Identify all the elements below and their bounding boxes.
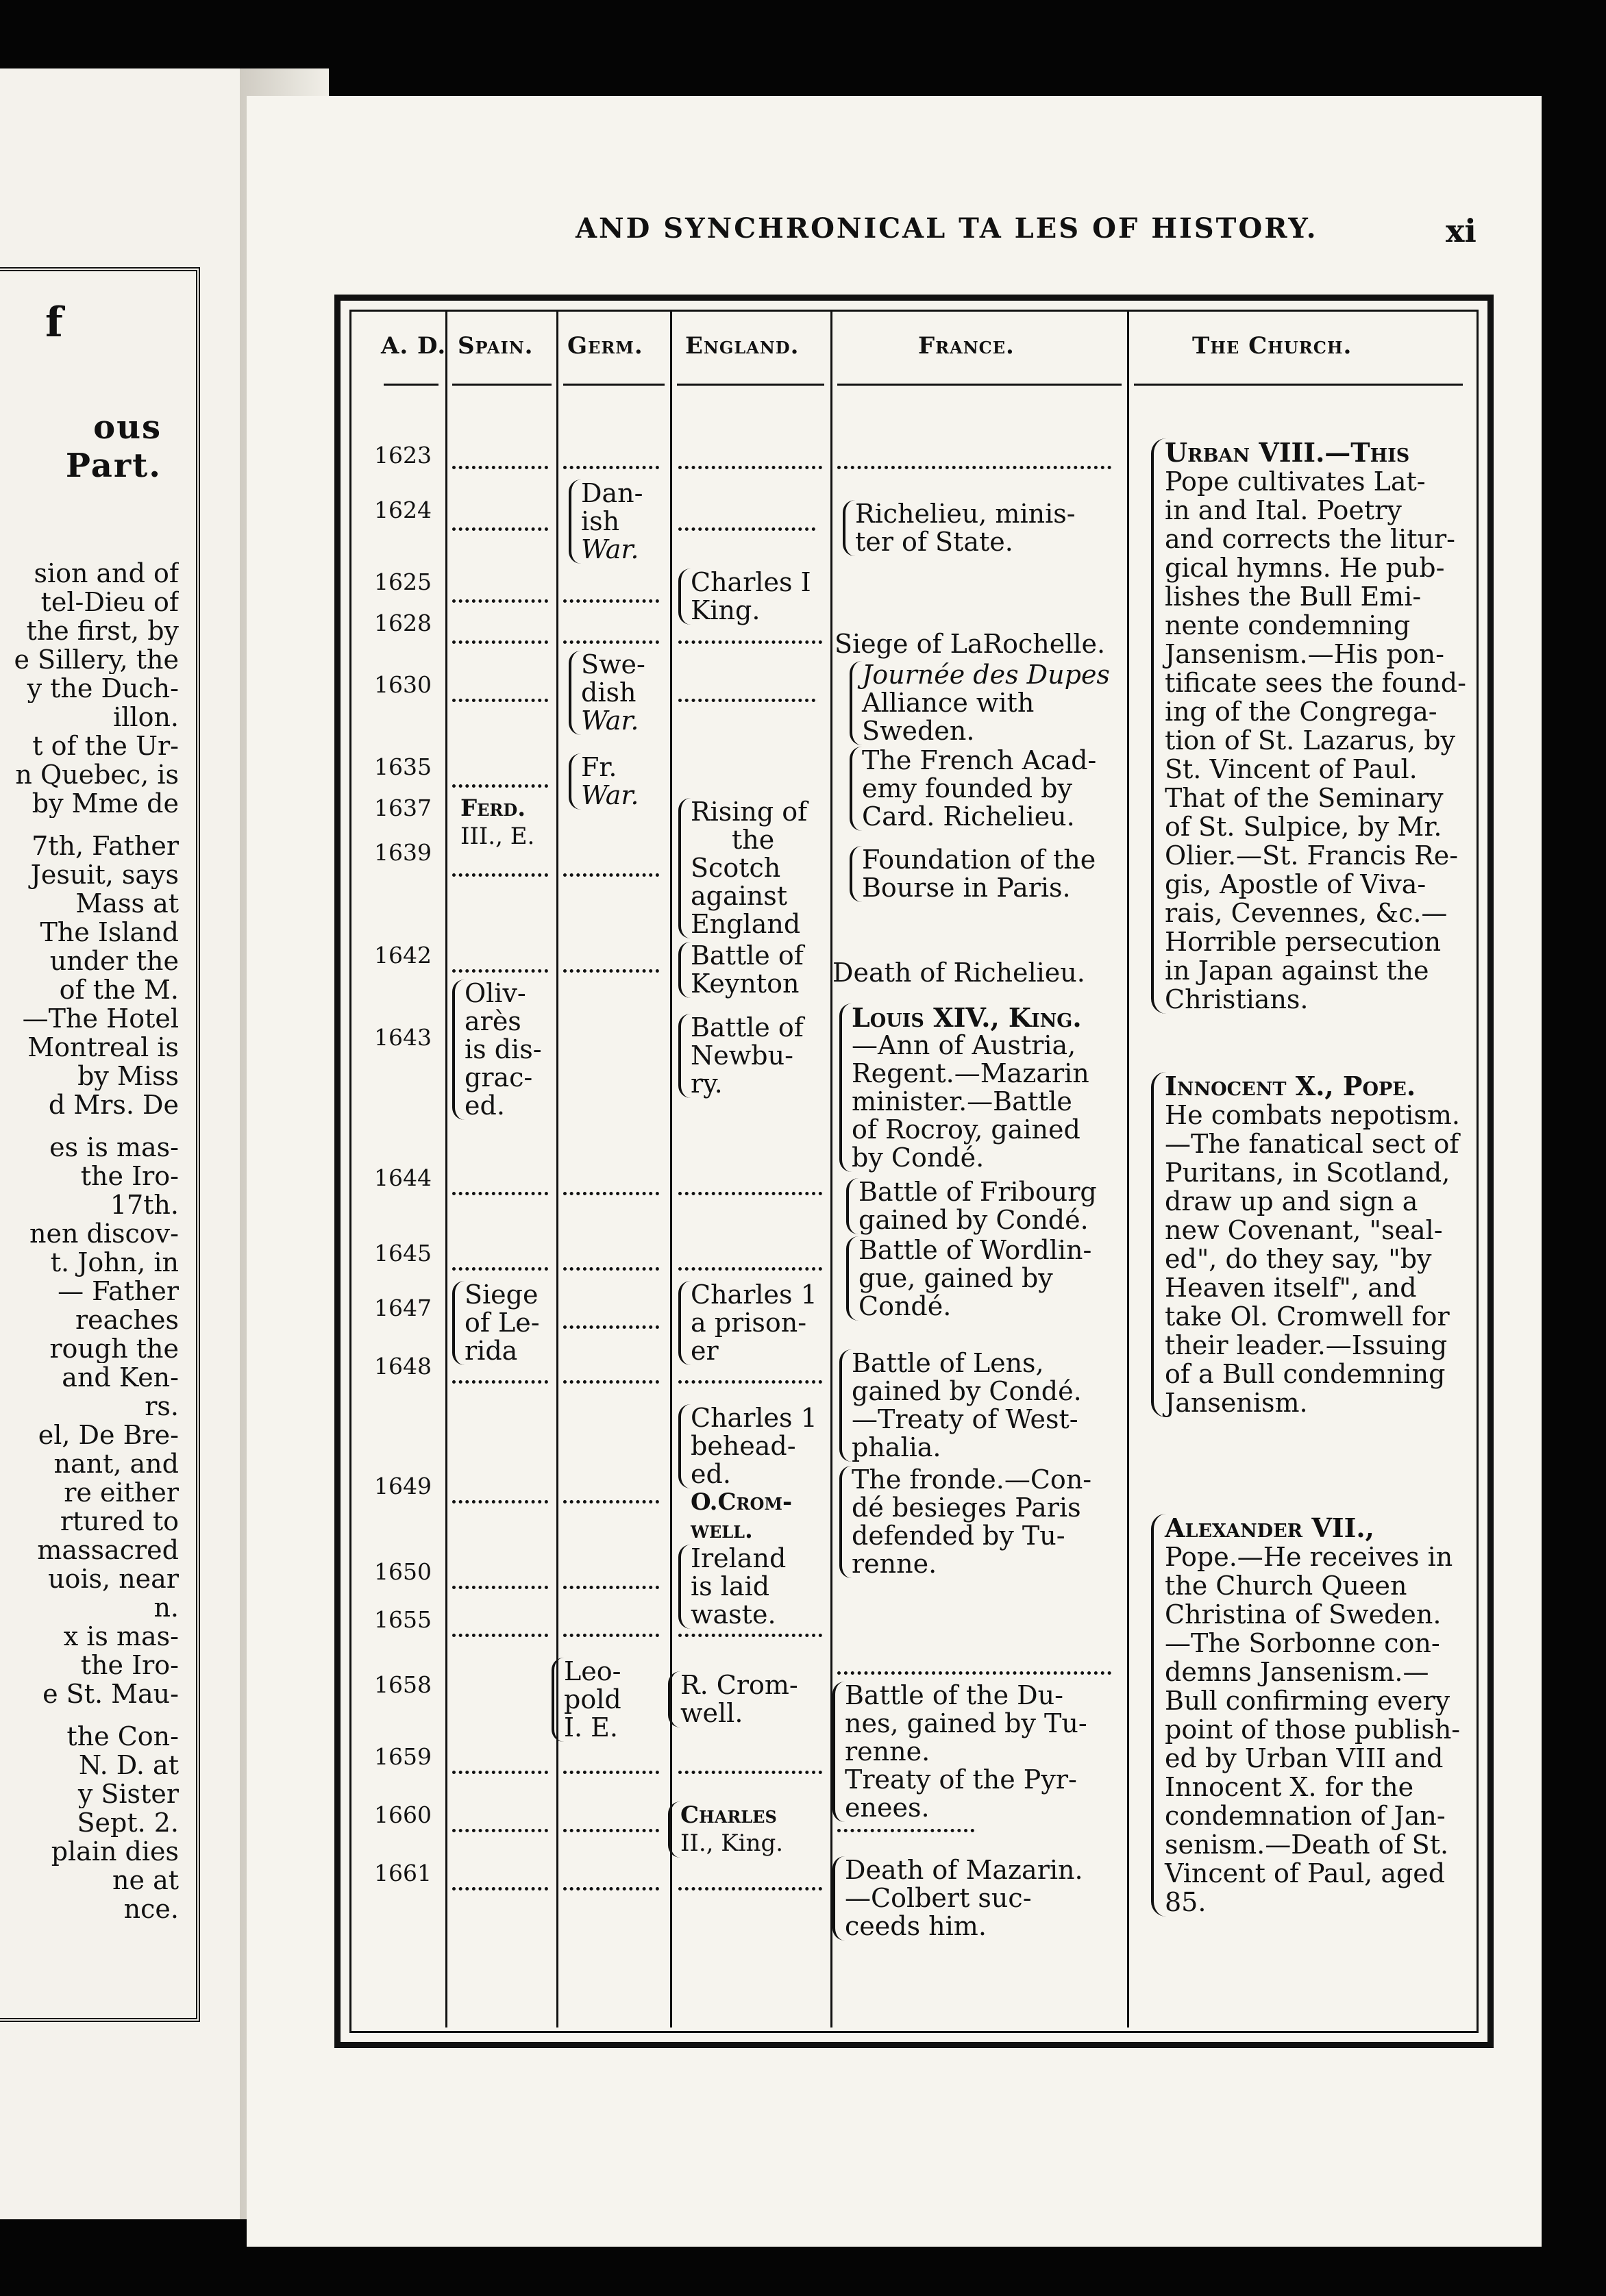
- dotted-leader: [563, 1586, 659, 1589]
- year-label: 1661: [374, 1860, 432, 1886]
- left-page-line: by Mme de: [32, 789, 179, 818]
- year-label: 1644: [374, 1164, 432, 1191]
- left-page-line: [0, 1119, 179, 1133]
- dotted-leader: [678, 527, 815, 531]
- left-page-line: rough the: [49, 1334, 179, 1363]
- dotted-leader: [452, 1500, 548, 1503]
- dotted-leader: [563, 969, 659, 973]
- year-label: 1628: [374, 610, 432, 636]
- left-page-line: re either: [64, 1478, 179, 1507]
- left-page-line: and Ken-: [62, 1363, 179, 1392]
- church-line: rais, Cevennes, &c.—: [1165, 898, 1448, 928]
- left-page-frame: [0, 267, 200, 2022]
- dotted-leader: [563, 466, 659, 469]
- church-line: Jansenism.—His pon-: [1165, 639, 1444, 669]
- header-rule: [384, 384, 438, 386]
- left-page-line: n.: [153, 1593, 179, 1622]
- dotted-leader: [452, 599, 548, 603]
- church-line: take Ol. Cromwell for: [1165, 1301, 1450, 1332]
- left-page-line: reaches: [75, 1306, 179, 1334]
- dotted-leader: [678, 1380, 822, 1384]
- year-label: 1648: [374, 1353, 432, 1380]
- left-page-line: —The Hotel: [22, 1004, 179, 1033]
- dotted-leader: [678, 1771, 822, 1774]
- dotted-leader: [452, 1634, 548, 1637]
- france-french-academy: The French Acad- emy founded by Card. Richelieu.: [850, 747, 1096, 831]
- column-rule: [1127, 312, 1129, 2027]
- france-death-richelieu: Death of Richelieu.: [832, 958, 1085, 988]
- left-page-line: the first, by: [26, 616, 179, 645]
- france-richelieu-minister: Richelieu, minis- ter of State.: [843, 500, 1076, 556]
- dotted-leader: [837, 1829, 974, 1832]
- left-page-line: sion and of: [34, 559, 179, 588]
- dotted-leader: [678, 466, 822, 469]
- header-germ: Germ.: [567, 332, 643, 360]
- france-battle-fribourg: Battle of Fribourg gained by Condé.: [846, 1178, 1097, 1234]
- column-rule: [556, 312, 558, 2027]
- left-page-line: under the: [49, 947, 179, 975]
- header-rule: [1134, 384, 1463, 386]
- header-rule: [452, 384, 552, 386]
- church-line: nente condemning: [1165, 610, 1411, 640]
- england-charles-king: Charles I King.: [678, 569, 811, 625]
- france-louis-xiv: Louis XIV., King. —Ann of Austria, Regent.—Mazarin minister.—Battle of Rocroy, gained by Condé.: [839, 1003, 1089, 1172]
- church-line: point of those publish-: [1165, 1714, 1461, 1745]
- france-death-mazarin: Death of Mazarin. —Colbert suc- ceeds him.: [832, 1856, 1083, 1941]
- year-label: 1637: [374, 795, 432, 821]
- left-page-line: n Quebec, is: [15, 760, 179, 789]
- dotted-leader: [678, 1887, 822, 1891]
- france-battle-lens: Battle of Lens, gained by Condé. —Treaty of West- phalia.: [839, 1349, 1082, 1462]
- dotted-leader: [563, 1829, 659, 1832]
- year-label: 1630: [374, 671, 432, 698]
- dotted-leader: [563, 1634, 659, 1637]
- church-line: —The Sorbonne con-: [1165, 1628, 1440, 1658]
- england-battle-keynton: Battle of Keynton: [678, 942, 804, 998]
- church-line: new Covenant, "seal-: [1165, 1215, 1443, 1245]
- dotted-leader: [563, 599, 659, 603]
- church-line: Christians.: [1165, 984, 1309, 1014]
- dotted-leader: [452, 1771, 548, 1774]
- left-page-line: the Iro-: [80, 1651, 179, 1680]
- church-line: ed by Urban VIII and: [1165, 1743, 1444, 1773]
- church-line: Pope.—He receives in: [1165, 1542, 1453, 1572]
- header-rule: [677, 384, 824, 386]
- church-line: ing of the Congrega-: [1165, 697, 1437, 727]
- left-page-line: illon.: [113, 703, 179, 732]
- left-page-line: N. D. at: [78, 1751, 179, 1780]
- left-page-line: t. John, in: [50, 1248, 179, 1277]
- england-battle-newbury: Battle of Newbu- ry.: [678, 1014, 804, 1098]
- church-line: Innocent X. for the: [1165, 1772, 1414, 1802]
- header-rule: [837, 384, 1122, 386]
- dotted-leader: [452, 1586, 548, 1589]
- church-line: Jansenism.: [1165, 1388, 1308, 1418]
- church-line: their leader.—Issuing: [1165, 1330, 1448, 1360]
- dotted-leader: [452, 969, 548, 973]
- dotted-leader: [678, 1634, 822, 1637]
- church-line: demns Jansenism.—: [1165, 1657, 1429, 1687]
- france-journee-des-dupes: Journée des Dupes Alliance with Sweden.: [850, 661, 1110, 745]
- church-line: Puritans, in Scotland,: [1165, 1158, 1450, 1188]
- church-line: 85.: [1165, 1887, 1207, 1917]
- left-page-line: y the Duch-: [27, 674, 179, 703]
- england-cromwell: O.Crom- well.: [691, 1488, 793, 1544]
- england-charles-beheaded: Charles 1 behead- ed.: [678, 1404, 817, 1488]
- dotted-leader: [452, 699, 548, 702]
- germ-danish-war: Dan- ish War.: [569, 479, 643, 564]
- church-line: gical hymns. He pub-: [1165, 553, 1445, 583]
- church-line: ed", do they say, "by: [1165, 1244, 1432, 1274]
- france-siege-rochelle: Siege of LaRochelle.: [835, 629, 1106, 659]
- dotted-leader: [837, 466, 1111, 469]
- france-battle-wordlingue: Battle of Wordlin- gue, gained by Condé.: [846, 1236, 1091, 1321]
- england-r-cromwell: R. Crom- well.: [668, 1671, 798, 1727]
- church-line: in and Ital. Poetry: [1165, 495, 1402, 525]
- left-page-line: Jesuit, says: [30, 860, 179, 889]
- left-page-line: [0, 818, 179, 832]
- spain-leopold: Leo- pold I. E.: [552, 1658, 621, 1742]
- page-number: xi: [1446, 212, 1477, 249]
- dotted-leader: [452, 1887, 548, 1891]
- header-rule: [563, 384, 665, 386]
- spain-siege-lerida: Siege of Le- rida: [452, 1281, 540, 1365]
- year-label: 1649: [374, 1473, 432, 1499]
- left-page-line: Mass at: [75, 889, 179, 918]
- dotted-leader: [452, 873, 548, 877]
- dotted-leader: [678, 699, 815, 702]
- church-line: of a Bull condemning: [1165, 1359, 1446, 1389]
- left-page-line: y Sister: [77, 1780, 179, 1808]
- header-france: France.: [918, 332, 1015, 360]
- year-label: 1645: [374, 1240, 432, 1266]
- left-page-title: ous Part.: [65, 408, 162, 485]
- germ-french-war: Fr. War.: [569, 753, 639, 810]
- church-alexander-vii: [1151, 1514, 1480, 1917]
- left-page-text: [0, 559, 179, 1923]
- left-page-line: the Iro-: [80, 1162, 179, 1190]
- year-label: 1639: [374, 839, 432, 866]
- dotted-leader: [837, 1671, 1111, 1675]
- left-page-line: t of the Ur-: [32, 732, 179, 760]
- left-page-line: rtured to: [60, 1507, 179, 1536]
- left-page-line: of the M.: [59, 975, 179, 1004]
- dotted-leader: [678, 640, 822, 644]
- church-line: Horrible persecution: [1165, 927, 1442, 957]
- year-label: 1635: [374, 753, 432, 780]
- left-page-line: The Island: [40, 918, 179, 947]
- spain-ferd: Ferd. III., E.: [460, 795, 535, 850]
- church-line: draw up and sign a: [1165, 1186, 1418, 1216]
- left-page-line: rs.: [145, 1392, 179, 1421]
- england-charles-ii: Charles II., King.: [668, 1801, 783, 1858]
- england-ireland: Ireland is laid waste.: [678, 1545, 786, 1629]
- dotted-leader: [563, 1325, 659, 1329]
- dotted-leader: [452, 1829, 548, 1832]
- left-page-line: x is mas-: [63, 1622, 179, 1651]
- year-label: 1642: [374, 942, 432, 969]
- dotted-leader: [563, 873, 659, 877]
- year-label: 1624: [374, 497, 432, 523]
- left-page-line: el, De Bre-: [38, 1421, 179, 1449]
- church-line: condemnation of Jan-: [1165, 1801, 1446, 1831]
- year-label: 1660: [374, 1801, 432, 1828]
- header-england: England.: [685, 332, 800, 360]
- running-head: AND SYNCHRONICAL TA LES OF HISTORY.: [576, 212, 1318, 245]
- left-page-line: [0, 1708, 179, 1722]
- dotted-leader: [452, 1380, 548, 1384]
- church-line: of St. Sulpice, by Mr.: [1165, 812, 1442, 842]
- dotted-leader: [678, 1192, 822, 1195]
- column-rule: [670, 312, 672, 2027]
- left-page-line: uois, near: [48, 1564, 179, 1593]
- left-page-line: by Miss: [77, 1062, 179, 1090]
- church-line: Bull confirming every: [1165, 1686, 1450, 1716]
- left-page-line: e St. Mau-: [42, 1680, 179, 1708]
- left-page-line: plain dies: [51, 1837, 179, 1866]
- church-line: —The fanatical sect of: [1165, 1129, 1459, 1159]
- spain-olivares: Oliv- arès is dis- grac- ed.: [452, 979, 542, 1120]
- dotted-leader: [452, 1192, 548, 1195]
- left-page-line: 17th.: [110, 1190, 179, 1219]
- church-line: St. Vincent of Paul.: [1165, 754, 1418, 784]
- dotted-leader: [563, 1192, 659, 1195]
- left-page-line: tel-Dieu of: [40, 588, 179, 616]
- left-page-line: Montreal is: [27, 1033, 179, 1062]
- germ-swedish-war: Swe- dish War.: [569, 651, 645, 735]
- church-line: gis, Apostle of Viva-: [1165, 869, 1426, 899]
- left-page-line: nce.: [123, 1895, 179, 1923]
- year-label: 1643: [374, 1024, 432, 1051]
- left-page: [0, 68, 242, 2219]
- france-bourse: Foundation of the Bourse in Paris.: [850, 846, 1096, 902]
- year-label: 1625: [374, 569, 432, 595]
- dotted-leader: [563, 1887, 659, 1891]
- church-line: Olier.—St. Francis Re-: [1165, 840, 1459, 871]
- left-page-line: Sept. 2.: [77, 1808, 179, 1837]
- year-label: 1623: [374, 442, 432, 469]
- church-line: senism.—Death of St.: [1165, 1830, 1449, 1860]
- dotted-leader: [678, 1267, 822, 1271]
- year-label: 1659: [374, 1743, 432, 1770]
- year-label: 1655: [374, 1606, 432, 1633]
- dotted-leader: [452, 784, 548, 788]
- left-page-line: nen discov-: [29, 1219, 179, 1248]
- left-page-line: e Sillery, the: [14, 645, 179, 674]
- left-page-line: — Father: [58, 1277, 179, 1306]
- left-page-line: es is mas-: [49, 1133, 179, 1162]
- left-page-line: nant, and: [53, 1449, 179, 1478]
- dotted-leader: [452, 466, 548, 469]
- left-page-mark: f: [45, 299, 63, 347]
- header-ad: A. D.: [381, 332, 447, 360]
- church-line: tion of St. Lazarus, by: [1165, 725, 1455, 756]
- header-church: The Church.: [1192, 332, 1352, 360]
- church-urban-viii: [1151, 438, 1480, 1014]
- church-line: in Japan against the: [1165, 956, 1429, 986]
- left-page-line: ne at: [112, 1866, 179, 1895]
- left-page-line: massacred: [37, 1536, 179, 1564]
- dotted-leader: [563, 1771, 659, 1774]
- france-fronde: The fronde.—Con- dé besieges Paris defended by Tu- renne.: [839, 1466, 1091, 1578]
- left-page-line: d Mrs. De: [48, 1090, 179, 1119]
- left-page-line: 7th, Father: [32, 832, 179, 860]
- church-line: That of the Seminary: [1165, 783, 1444, 813]
- church-innocent-x: [1151, 1072, 1480, 1417]
- dotted-leader: [452, 1267, 548, 1271]
- dotted-leader: [563, 1500, 659, 1503]
- dotted-leader: [563, 640, 659, 644]
- dotted-leader: [563, 1267, 659, 1271]
- church-line: Vincent of Paul, aged: [1165, 1858, 1446, 1888]
- dotted-leader: [452, 640, 548, 644]
- church-line: the Church Queen: [1165, 1571, 1407, 1601]
- header-spain: Spain.: [458, 332, 534, 360]
- church-line: Christina of Sweden.: [1165, 1599, 1442, 1630]
- year-label: 1647: [374, 1295, 432, 1321]
- church-line: lishes the Bull Emi-: [1165, 582, 1422, 612]
- church-line: Pope cultivates Lat-: [1165, 466, 1426, 497]
- dotted-leader: [452, 527, 548, 531]
- church-line: Urban VIII.—This: [1165, 437, 1410, 468]
- france-battle-dunes: Battle of the Du- nes, gained by Tu- renne. Treaty of the Pyr- enees.: [832, 1682, 1087, 1822]
- left-page-line: the Con-: [66, 1722, 179, 1751]
- england-charles-prisoner: Charles 1 a prison- er: [678, 1281, 817, 1365]
- dotted-leader: [563, 1380, 659, 1384]
- church-line: He combats nepotism.: [1165, 1100, 1460, 1130]
- year-label: 1650: [374, 1558, 432, 1585]
- church-line: and corrects the litur-: [1165, 524, 1456, 554]
- church-line: Heaven itself", and: [1165, 1273, 1417, 1303]
- column-rule: [445, 312, 447, 2027]
- church-line: tificate sees the found-: [1165, 668, 1466, 698]
- church-line: Alexander VII.,: [1165, 1512, 1374, 1543]
- year-label: 1658: [374, 1671, 432, 1698]
- england-scotch-rising: Rising of the Scotch against England: [678, 798, 807, 938]
- church-line: Innocent X., Pope.: [1165, 1071, 1416, 1101]
